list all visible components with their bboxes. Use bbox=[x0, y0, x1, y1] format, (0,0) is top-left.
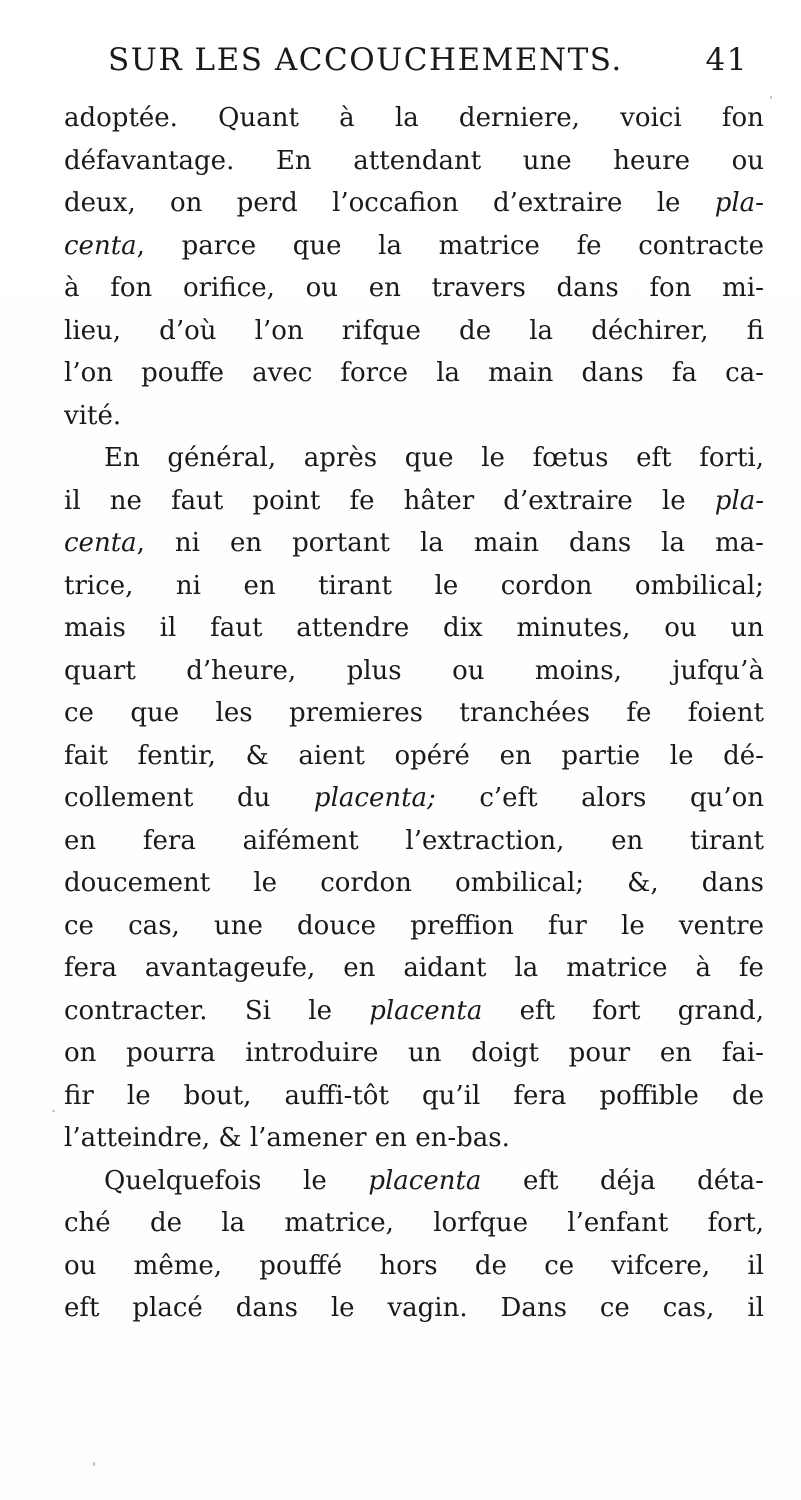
word: portant bbox=[292, 528, 390, 558]
word: en bbox=[611, 825, 644, 856]
word: d’heure, bbox=[186, 655, 297, 686]
text-line bbox=[64, 352, 764, 395]
word: eft bbox=[522, 1165, 559, 1196]
word: aient bbox=[298, 740, 365, 771]
word: opéré bbox=[394, 740, 470, 771]
word: tranchées bbox=[459, 698, 590, 728]
word: centa, bbox=[64, 528, 145, 558]
word: preffion bbox=[410, 910, 514, 941]
word: l’on bbox=[64, 358, 113, 388]
word: fera bbox=[142, 825, 196, 856]
text-line bbox=[64, 1160, 764, 1203]
word: il bbox=[747, 1250, 764, 1281]
word: premieres bbox=[289, 698, 423, 728]
word: en bbox=[229, 528, 263, 558]
word: ce bbox=[599, 1293, 630, 1323]
word: ombilical; bbox=[634, 570, 764, 601]
word: adoptée. bbox=[64, 103, 178, 133]
word: Dans bbox=[500, 1293, 567, 1323]
word: plus bbox=[346, 655, 402, 686]
word: en bbox=[499, 740, 532, 771]
word: l’occafion bbox=[332, 188, 459, 218]
text-line bbox=[64, 777, 764, 820]
word: main bbox=[488, 358, 554, 388]
text-line bbox=[64, 225, 764, 268]
word: la bbox=[394, 103, 419, 133]
word: mais bbox=[64, 613, 126, 643]
word: il bbox=[159, 613, 177, 643]
word: de bbox=[474, 1250, 507, 1281]
word: ma- bbox=[714, 528, 764, 558]
word: d’extraire bbox=[503, 485, 633, 516]
word: pla- bbox=[714, 485, 764, 516]
word: fe bbox=[626, 698, 652, 728]
word: hors bbox=[379, 1250, 438, 1281]
word: contracte bbox=[638, 230, 764, 261]
word: pour bbox=[568, 1038, 631, 1068]
word: tirant bbox=[318, 570, 392, 601]
word: fon bbox=[649, 273, 692, 303]
word: un bbox=[408, 1038, 442, 1068]
word: mi- bbox=[722, 273, 764, 303]
word: main bbox=[473, 528, 539, 558]
text-line bbox=[64, 990, 764, 1033]
text-line bbox=[64, 607, 764, 650]
word: hâter bbox=[403, 485, 475, 516]
word: dans bbox=[701, 868, 764, 898]
word: lorfque bbox=[433, 1208, 528, 1238]
word: moins, bbox=[534, 655, 622, 686]
word: en bbox=[368, 273, 401, 303]
word: introduire bbox=[245, 1038, 379, 1068]
word: ou bbox=[664, 613, 697, 643]
word: poffible bbox=[599, 1080, 699, 1111]
word: le bbox=[669, 740, 694, 771]
word: vifcere, bbox=[611, 1250, 711, 1281]
word: à bbox=[695, 953, 711, 983]
word: pouffe bbox=[141, 358, 225, 388]
word: dans bbox=[581, 358, 644, 388]
word: avantageufe, bbox=[144, 953, 316, 983]
word: fon bbox=[110, 273, 153, 303]
word: la bbox=[378, 230, 402, 261]
word: Quelquefois bbox=[104, 1165, 262, 1196]
word: placenta; bbox=[313, 783, 436, 813]
text-line bbox=[64, 692, 764, 735]
text-line bbox=[64, 267, 764, 310]
word: ne bbox=[109, 485, 142, 516]
word: aifément bbox=[242, 825, 359, 856]
word: ce bbox=[64, 910, 94, 941]
word: la bbox=[529, 315, 554, 346]
word: avec bbox=[252, 358, 313, 388]
word: ni bbox=[175, 570, 201, 601]
word: cas, bbox=[662, 1293, 715, 1323]
text-line bbox=[64, 820, 764, 863]
text-line bbox=[64, 522, 764, 565]
word: force bbox=[340, 358, 409, 388]
word: qu’il bbox=[422, 1080, 481, 1111]
word: de bbox=[731, 1080, 764, 1111]
word: fi bbox=[746, 315, 764, 346]
word: fe bbox=[576, 230, 602, 261]
word: il bbox=[64, 485, 81, 516]
text-line bbox=[64, 437, 764, 480]
word: d’extraire bbox=[492, 188, 623, 218]
word: forti, bbox=[699, 443, 764, 473]
text-line bbox=[64, 905, 764, 948]
word: faut bbox=[171, 485, 224, 516]
word: auffi-tôt bbox=[284, 1080, 389, 1111]
word: que bbox=[404, 443, 454, 473]
word: orifice, bbox=[182, 273, 275, 303]
word: on bbox=[169, 188, 203, 218]
word: après bbox=[303, 443, 378, 473]
word: travers bbox=[431, 273, 526, 303]
word: l’atteindre, bbox=[64, 1123, 211, 1153]
word: les bbox=[215, 698, 253, 728]
word: fa bbox=[671, 358, 697, 388]
text-line bbox=[64, 480, 764, 523]
word: fentir, bbox=[137, 740, 216, 771]
paper-speck bbox=[52, 1110, 55, 1112]
word: fe bbox=[349, 485, 375, 516]
word: tirant bbox=[690, 825, 764, 856]
word: ventre bbox=[678, 910, 764, 941]
word: dans bbox=[235, 1293, 298, 1323]
word: attendant bbox=[353, 145, 482, 176]
word: placenta bbox=[368, 1165, 482, 1196]
word: parce bbox=[181, 230, 257, 261]
word: à bbox=[339, 103, 355, 133]
word: point bbox=[252, 485, 321, 516]
word: deux, bbox=[64, 188, 136, 218]
body-text bbox=[64, 97, 764, 1330]
word: il bbox=[747, 1293, 764, 1323]
text-line bbox=[64, 1287, 764, 1330]
word: heure bbox=[613, 145, 690, 176]
word: ce bbox=[544, 1250, 575, 1281]
word: en bbox=[64, 825, 97, 856]
word: la bbox=[661, 528, 685, 558]
word: qu’on bbox=[689, 783, 764, 813]
word: fait bbox=[64, 740, 108, 771]
text-line bbox=[64, 310, 764, 353]
text-line bbox=[64, 735, 764, 778]
word: matrice bbox=[438, 230, 540, 261]
word: minutes, bbox=[516, 613, 631, 643]
word: eft bbox=[636, 443, 672, 473]
word: Si bbox=[244, 995, 271, 1026]
paper-speck bbox=[93, 1462, 95, 1466]
word: perd bbox=[236, 188, 298, 218]
word: lieu, bbox=[64, 315, 122, 346]
text-line bbox=[64, 1032, 764, 1075]
word: matrice, bbox=[284, 1208, 394, 1238]
word: & bbox=[245, 740, 269, 771]
word: le bbox=[303, 1165, 327, 1196]
word: fort, bbox=[707, 1208, 764, 1238]
word: eft bbox=[519, 995, 556, 1026]
text-line bbox=[64, 140, 764, 183]
word: dix bbox=[443, 613, 483, 643]
text-line bbox=[64, 565, 764, 608]
word: défavantage. bbox=[64, 145, 235, 176]
text-line bbox=[64, 1202, 764, 1245]
word: de bbox=[459, 315, 492, 346]
word: jufqu’à bbox=[672, 655, 764, 686]
word: ou bbox=[305, 273, 339, 303]
text-line bbox=[64, 862, 764, 905]
word: c’eft bbox=[479, 783, 538, 813]
word: &, bbox=[627, 868, 659, 898]
text-line bbox=[64, 182, 764, 225]
word: pouffé bbox=[259, 1250, 343, 1281]
word: en bbox=[243, 570, 276, 601]
word: cas, bbox=[128, 910, 180, 941]
word: pourra bbox=[126, 1038, 216, 1068]
word: l’extraction, bbox=[405, 825, 565, 856]
word: cordon bbox=[500, 570, 593, 601]
word: l’amener bbox=[249, 1123, 367, 1153]
word: bout, bbox=[183, 1080, 252, 1111]
word: dé- bbox=[723, 740, 764, 771]
word: vité. bbox=[64, 400, 122, 431]
word: voici bbox=[620, 103, 682, 133]
word: ce bbox=[64, 698, 94, 728]
word: un bbox=[730, 613, 764, 643]
word: fai- bbox=[721, 1038, 764, 1068]
word: une bbox=[522, 145, 572, 176]
running-head bbox=[108, 38, 748, 98]
word: ou bbox=[452, 655, 485, 686]
word: eft bbox=[64, 1293, 100, 1323]
word: attendre bbox=[296, 613, 410, 643]
word: général, bbox=[167, 443, 277, 473]
word: le bbox=[126, 1080, 151, 1111]
word: fera bbox=[64, 953, 117, 983]
word: ou bbox=[64, 1250, 97, 1281]
word: fon bbox=[721, 103, 764, 133]
word: en bbox=[343, 953, 376, 983]
word: ombilical; bbox=[455, 868, 585, 898]
word: En bbox=[104, 443, 140, 473]
word: que bbox=[130, 698, 180, 728]
word: dans bbox=[568, 528, 632, 558]
word: centa, bbox=[64, 230, 145, 261]
word: faut bbox=[210, 613, 263, 643]
paper-speck bbox=[770, 96, 772, 99]
word: ca- bbox=[725, 358, 764, 388]
text-line bbox=[64, 1075, 764, 1118]
word: déja bbox=[600, 1165, 656, 1196]
word: déchirer, bbox=[591, 315, 709, 346]
word: fe bbox=[738, 953, 764, 983]
word: le bbox=[656, 188, 681, 218]
word: l’on bbox=[254, 315, 304, 346]
word: En bbox=[275, 145, 312, 176]
word: ou bbox=[731, 145, 764, 176]
text-line bbox=[64, 1117, 764, 1160]
word: rifque bbox=[341, 315, 421, 346]
word: trice, bbox=[64, 570, 134, 601]
word: doucement bbox=[64, 868, 211, 898]
word: fera bbox=[513, 1080, 567, 1111]
word: en bbox=[374, 1123, 407, 1153]
word: le bbox=[308, 995, 332, 1026]
word: doigt bbox=[471, 1038, 539, 1068]
word: cordon bbox=[320, 868, 412, 898]
word: le bbox=[661, 485, 686, 516]
word: une bbox=[213, 910, 263, 941]
word: dans bbox=[556, 273, 619, 303]
word: le bbox=[481, 443, 505, 473]
running-head-title: SUR LES ACCOUCHEMENTS. bbox=[108, 42, 623, 78]
word: que bbox=[292, 230, 342, 261]
word: le bbox=[434, 570, 459, 601]
text-line bbox=[64, 1245, 764, 1288]
word: la bbox=[436, 358, 461, 388]
word: ché bbox=[64, 1208, 111, 1238]
word: douce bbox=[297, 910, 377, 941]
word: de bbox=[149, 1208, 182, 1238]
word: l’enfant bbox=[567, 1208, 669, 1238]
word: & bbox=[218, 1123, 242, 1153]
text-line bbox=[64, 947, 764, 990]
word: le bbox=[253, 868, 278, 898]
word: déta- bbox=[697, 1165, 764, 1196]
word: contracter. bbox=[64, 995, 208, 1026]
word: grand, bbox=[677, 995, 764, 1026]
word: partie bbox=[561, 740, 641, 771]
word: vagin. bbox=[387, 1293, 468, 1323]
word: la bbox=[419, 528, 444, 558]
word: d’où bbox=[159, 315, 217, 346]
word: collement bbox=[64, 783, 194, 813]
word: la bbox=[221, 1208, 246, 1238]
word: aidant bbox=[403, 953, 487, 983]
word: en-bas. bbox=[415, 1123, 510, 1153]
word: derniere, bbox=[458, 103, 580, 133]
word: même, bbox=[133, 1250, 223, 1281]
page-number: 41 bbox=[705, 42, 748, 78]
word: la bbox=[514, 953, 539, 983]
word: foient bbox=[687, 698, 764, 728]
word: en bbox=[659, 1038, 692, 1068]
word: fir bbox=[64, 1080, 94, 1111]
word: le bbox=[330, 1293, 355, 1323]
word: pla- bbox=[714, 188, 764, 218]
word: placenta bbox=[369, 995, 483, 1026]
word: matrice bbox=[566, 953, 668, 983]
word: alors bbox=[581, 783, 647, 813]
word: à bbox=[64, 273, 80, 303]
word: le bbox=[621, 910, 645, 941]
word: Quant bbox=[218, 103, 299, 133]
word: on bbox=[64, 1038, 97, 1068]
text-line bbox=[64, 650, 764, 693]
word: fort bbox=[592, 995, 641, 1026]
text-line bbox=[64, 97, 764, 140]
text-line bbox=[64, 395, 764, 438]
word: fœtus bbox=[532, 443, 609, 473]
word: quart bbox=[64, 655, 136, 686]
word: placé bbox=[132, 1293, 203, 1323]
word: fur bbox=[548, 910, 587, 941]
word: ni bbox=[174, 528, 200, 558]
word: du bbox=[237, 783, 271, 813]
